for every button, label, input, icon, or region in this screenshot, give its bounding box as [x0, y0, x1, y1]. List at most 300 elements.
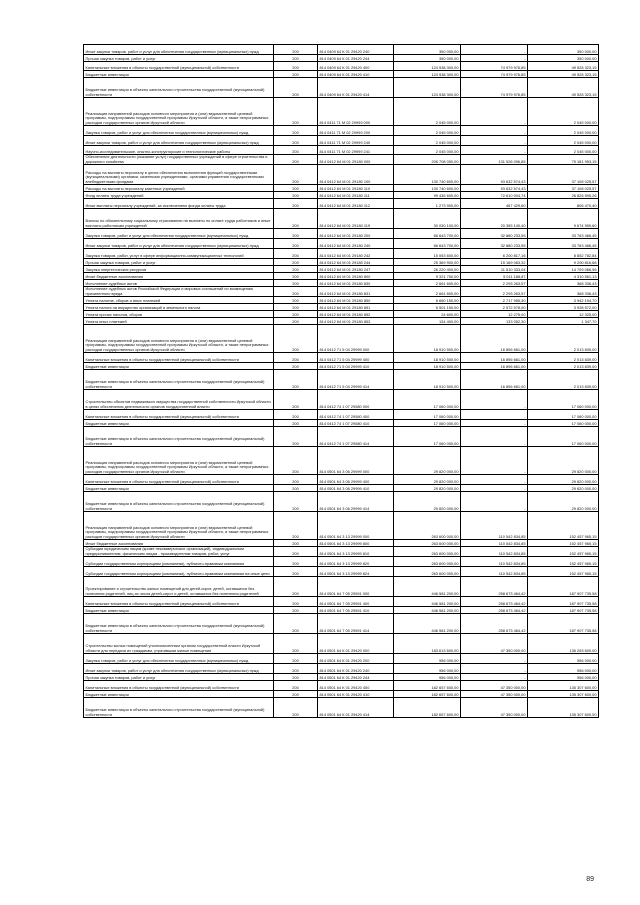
row-remaining-amount: 14 709 066,96	[528, 266, 599, 273]
row-classification-code: 814 0412 64 М 01 29180 831	[318, 287, 394, 297]
table-row	[84, 229, 599, 239]
row-name: Иные выплаты персоналу учреждений, за исключением фонда оплаты труда	[84, 199, 274, 209]
row-executed-amount: 74 979 976,85	[461, 78, 528, 98]
row-executed-amount: 93 632 574,43	[461, 185, 528, 192]
row-name: Закупка энергетических ресурсов	[84, 266, 274, 273]
row-name: Уплата прочих налогов, сборов	[84, 311, 274, 318]
row-remaining-amount: 4 310 561,13	[528, 273, 599, 280]
row-executed-amount: 6 200 817,16	[461, 249, 528, 259]
row-approved-amount: 350 000,00	[394, 45, 461, 55]
row-classification-code: 814 0411 71 М 02 29999 200	[318, 126, 394, 136]
row-executed-amount: -	[461, 492, 528, 512]
row-name: Капитальные вложения в объекты государственной (муниципальной) собственности	[84, 597, 274, 607]
row-approved-amount: 263 600 000,00	[394, 547, 461, 557]
row-executed-amount: 258 673 464,42	[461, 607, 528, 614]
row-name: Уплата иных платежей	[84, 318, 274, 325]
row-name: Субсидии юридическим лицам (кроме некоммерческих организаций), индивидуальным предпринимателям, физическим лицам - производителям товаров, работ, услуг	[84, 547, 274, 557]
row-code: 200	[274, 390, 318, 410]
row-classification-code: 814 0412 64 М 01 29180 200	[318, 229, 394, 239]
row-classification-code: 814 0411 71 М 02 29999 240	[318, 136, 394, 146]
row-remaining-amount: 29 820 000,00	[528, 492, 599, 512]
row-name: Бюджетные инвестиции	[84, 420, 274, 427]
row-code: 200	[274, 192, 318, 199]
row-executed-amount: -	[461, 674, 528, 681]
table-row	[84, 664, 599, 674]
row-classification-code: 814 0412 64 М 01 29180 830	[318, 280, 394, 287]
row-approved-amount: 99 436 600,00	[394, 192, 461, 199]
row-approved-amount: 17 060 000,00	[394, 427, 461, 447]
row-code: 200	[274, 353, 318, 363]
row-classification-code: 814 0412 64 М 01 29180 111	[318, 192, 394, 199]
table-row	[84, 239, 599, 249]
row-code: 200	[274, 325, 318, 353]
table-row	[84, 634, 599, 654]
budget-document	[83, 44, 598, 718]
row-code: 200	[274, 420, 318, 427]
table-row	[84, 654, 599, 664]
row-classification-code: 814 0412 64 М 01 29180 112	[318, 199, 394, 209]
row-code: 200	[274, 577, 318, 597]
row-name: Субсидии государственным корпорациям (компаниям), публично-правовым компаниям	[84, 557, 274, 567]
row-code: 200	[274, 540, 318, 547]
row-approved-amount: 6 660 150,00	[394, 297, 461, 304]
row-approved-amount: 956 000,00	[394, 664, 461, 674]
row-code: 200	[274, 126, 318, 136]
row-approved-amount: 182 657 600,00	[394, 691, 461, 698]
row-approved-amount: 26 220 400,00	[394, 266, 461, 273]
row-approved-amount: 2 045 000,00	[394, 98, 461, 126]
table-row	[84, 353, 599, 363]
row-remaining-amount: 2 045 000,00	[528, 146, 599, 155]
row-code: 200	[274, 547, 318, 557]
row-remaining-amount: 9 674 959,60	[528, 209, 599, 229]
row-name: Бюджетные инвестиции	[84, 691, 274, 698]
row-remaining-amount: 75 181 953,15	[528, 155, 599, 165]
row-classification-code: 814 0412 64 М 01 29180 852	[318, 311, 394, 318]
row-classification-code: 814 0412 64 М 01 29180 800	[318, 273, 394, 280]
table-row	[84, 155, 599, 165]
table-row	[84, 136, 599, 146]
table-row	[84, 126, 599, 136]
row-name: Капитальные вложения в объекты государственной (муниципальной) собственности	[84, 410, 274, 420]
table-row	[84, 273, 599, 280]
row-executed-amount: 110 542 834,85	[461, 557, 528, 567]
row-name: Реализация направлений расходов основного мероприятия и (или) ведомственной целевой программы, подпрограммы государственной программы Иркутской области, а также непрограммных расходов государственных органов Иркутской области	[84, 325, 274, 353]
row-code: 200	[274, 447, 318, 475]
row-code: 200	[274, 280, 318, 287]
row-remaining-amount: 136 263 600,00	[528, 634, 599, 654]
row-executed-amount: 11 510 333,04	[461, 266, 528, 273]
row-remaining-amount: 368 336,43	[528, 280, 599, 287]
row-approved-amount: 130 740 600,00	[394, 165, 461, 185]
budget-table	[83, 44, 599, 718]
row-remaining-amount: 187 907 735,58	[528, 614, 599, 634]
table-row	[84, 420, 599, 427]
row-remaining-amount: 26 826 595,26	[528, 192, 599, 199]
row-remaining-amount: 29 820 000,00	[528, 485, 599, 492]
row-classification-code: 814 0412 74 1 07 29580 000	[318, 390, 394, 410]
row-executed-amount: 74 979 976,85	[461, 62, 528, 71]
row-executed-amount: -	[461, 447, 528, 475]
row-classification-code: 814 0412 64 М 01 29180 100	[318, 165, 394, 185]
row-code: 200	[274, 136, 318, 146]
table-row	[84, 597, 599, 607]
row-executed-amount: 2 293 263,57	[461, 280, 528, 287]
row-code: 200	[274, 485, 318, 492]
table-row	[84, 318, 599, 325]
row-approved-amount: 134 400,00	[394, 318, 461, 325]
table-row	[84, 557, 599, 567]
row-classification-code: 814 0501 64 К 01 29420 000	[318, 634, 394, 654]
row-remaining-amount: 2 013 839,00	[528, 353, 599, 363]
table-row	[84, 607, 599, 614]
row-classification-code: 814 0412 64 М 01 29180 242	[318, 249, 394, 259]
row-classification-code: 814 0411 71 М 02 29999 241	[318, 146, 394, 155]
row-classification-code: 814 0412 64 М 01 29180 850	[318, 297, 394, 304]
row-classification-code: 814 0501 64 3 06 29999 400	[318, 475, 394, 485]
row-remaining-amount: 49 528 323,15	[528, 78, 599, 98]
row-code: 200	[274, 318, 318, 325]
row-approved-amount: 2 661 600,00	[394, 280, 461, 287]
row-code: 200	[274, 249, 318, 259]
table-row	[84, 577, 599, 597]
row-classification-code: 814 0501 64 К 01 29420 200	[318, 654, 394, 664]
row-executed-amount: 32 880 233,55	[461, 229, 528, 239]
row-name: Бюджетные инвестиции в объекты капитального строительства государственной (муниципальной) собственности	[84, 78, 274, 98]
row-executed-amount: 47 350 000,00	[461, 634, 528, 654]
table-row	[84, 62, 599, 71]
row-name: Уплата налогов, сборов и иных платежей	[84, 297, 274, 304]
row-executed-amount: 2 293 263,57	[461, 287, 528, 297]
row-approved-amount: 182 657 600,00	[394, 698, 461, 718]
row-classification-code: 814 0501 64 3 13 29999 800	[318, 540, 394, 547]
table-row	[84, 249, 599, 259]
row-code: 200	[274, 698, 318, 718]
table-row	[84, 146, 599, 155]
row-remaining-amount: 2 045 000,00	[528, 98, 599, 126]
row-code: 200	[274, 45, 318, 55]
row-remaining-amount: 152 457 965,15	[528, 512, 599, 540]
table-row	[84, 567, 599, 577]
row-remaining-amount: 49 528 323,15	[528, 71, 599, 78]
row-remaining-amount: 2 013 839,00	[528, 325, 599, 353]
table-row	[84, 614, 599, 634]
row-executed-amount: 258 673 464,42	[461, 597, 528, 607]
row-classification-code: 814 0412 74 1 07 29580 410	[318, 420, 394, 427]
row-executed-amount: -	[461, 485, 528, 492]
row-remaining-amount: 152 457 965,15	[528, 547, 599, 557]
row-code: 200	[274, 287, 318, 297]
row-code: 200	[274, 304, 318, 311]
table-row	[84, 165, 599, 185]
row-name: Капитальные вложения в объекты государственной (муниципальной) собственности	[84, 475, 274, 485]
row-code: 200	[274, 297, 318, 304]
row-remaining-amount: 37 108 025,57	[528, 165, 599, 185]
row-approved-amount: 15 053 600,00	[394, 249, 461, 259]
table-row	[84, 199, 599, 209]
row-approved-amount: 130 740 600,00	[394, 185, 461, 192]
row-approved-amount: 2 045 000,00	[394, 136, 461, 146]
table-row	[84, 390, 599, 410]
row-classification-code: 814 0409 64 К 01 29420 400	[318, 62, 394, 71]
row-name: Строительство объектов недвижимого имущества государственной собственности Иркутской области в целях обеспечения деятельности органов государственной власти	[84, 390, 274, 410]
table-row	[84, 691, 599, 698]
row-code: 200	[274, 597, 318, 607]
row-executed-amount: 131 526 096,85	[461, 155, 528, 165]
row-approved-amount: 17 060 000,00	[394, 410, 461, 420]
row-approved-amount: 263 600 000,00	[394, 540, 461, 547]
table-row	[84, 45, 599, 55]
row-code: 200	[274, 146, 318, 155]
row-name: Исполнение судебных актов	[84, 280, 274, 287]
row-approved-amount: 18 910 500,00	[394, 353, 461, 363]
row-approved-amount: 25 369 900,00	[394, 259, 461, 266]
row-approved-amount: 6 501 150,00	[394, 304, 461, 311]
page-number: 89	[586, 876, 594, 883]
row-name: Иные бюджетные ассигнования	[84, 540, 274, 547]
table-row	[84, 192, 599, 199]
row-classification-code: 814 0501 64 3 06 29999 414	[318, 492, 394, 512]
row-approved-amount: 66 643 700,00	[394, 239, 461, 249]
row-code: 200	[274, 273, 318, 280]
row-remaining-amount: 2 045 000,00	[528, 126, 599, 136]
row-classification-code: 814 0412 64 М 01 29180 240	[318, 239, 394, 249]
row-remaining-amount: 187 907 735,58	[528, 597, 599, 607]
table-row	[84, 311, 599, 318]
row-name: Реализация направлений расходов основного мероприятия и (или) ведомственной целевой программы, подпрограммы государственной программы Иркутской области, а также непрограммных расходов государственных органов Иркутской области	[84, 98, 274, 126]
row-executed-amount: -	[461, 55, 528, 62]
row-approved-amount: 30 030 100,00	[394, 209, 461, 229]
row-name: Иные бюджетные ассигнования	[84, 273, 274, 280]
row-remaining-amount: 2 013 839,00	[528, 363, 599, 370]
row-approved-amount: 206 708 050,00	[394, 155, 461, 165]
row-classification-code: 814 0501 64 3 13 29999 820	[318, 557, 394, 567]
table-row	[84, 209, 599, 229]
row-remaining-amount: 152 457 965,15	[528, 567, 599, 577]
row-approved-amount: 124 538 300,00	[394, 62, 461, 71]
row-code: 200	[274, 674, 318, 681]
row-classification-code: 814 0409 64 К 01 29420 244	[318, 55, 394, 62]
row-approved-amount: 2 045 000,00	[394, 146, 461, 155]
row-remaining-amount: 29 820 000,00	[528, 475, 599, 485]
row-classification-code: 814 0412 71 5 04 29999 410	[318, 363, 394, 370]
row-executed-amount: 258 673 464,42	[461, 577, 528, 597]
row-classification-code: 814 0412 71 5 04 29999 400	[318, 353, 394, 363]
row-executed-amount: 133 052,30	[461, 318, 528, 325]
table-row	[84, 681, 599, 691]
row-code: 200	[274, 664, 318, 674]
row-name: Уплата налога на имущество организаций и земельного налога	[84, 304, 274, 311]
row-approved-amount: 446 581 200,00	[394, 607, 461, 614]
row-approved-amount: 956 000,00	[394, 674, 461, 681]
row-remaining-amount: 350 000,00	[528, 55, 599, 62]
table-row	[84, 547, 599, 557]
row-name: Реализация направлений расходов основного мероприятия и (или) ведомственной целевой программы, подпрограммы государственной программы Иркутской области, а также непрограммных расходов государственных органов Иркутской области	[84, 512, 274, 540]
row-remaining-amount: 17 060 000,00	[528, 390, 599, 410]
row-executed-amount: 72 610 004,74	[461, 192, 528, 199]
row-classification-code: 814 0501 64 К 01 29420 240	[318, 664, 394, 674]
row-code: 200	[274, 71, 318, 78]
table-row	[84, 325, 599, 353]
row-name: Бюджетные инвестиции в объекты капитального строительства государственной (муниципальной) собственности	[84, 614, 274, 634]
table-row	[84, 492, 599, 512]
row-name: Реализация направлений расходов основного мероприятия и (или) ведомственной целевой программы, подпрограммы государственной программы Иркутской области, а также непрограммных расходов государственных органов Иркутской области	[84, 447, 274, 475]
row-approved-amount: 66 643 700,00	[394, 229, 461, 239]
row-code: 200	[274, 199, 318, 209]
row-remaining-amount: 3 928 572,00	[528, 304, 599, 311]
row-name: Бюджетные инвестиции в объекты капитального строительства государственной (муниципальной) собственности	[84, 698, 274, 718]
row-code: 200	[274, 567, 318, 577]
row-name: Исполнение судебных актов Российской Федерации и мировых соглашений по возмещению причиненного вреда	[84, 287, 274, 297]
row-remaining-amount: 368 336,43	[528, 287, 599, 297]
row-executed-amount: 15 169 083,32	[461, 259, 528, 266]
row-executed-amount: 47 350 000,00	[461, 681, 528, 691]
row-name: Бюджетные инвестиции	[84, 485, 274, 492]
table-body	[84, 45, 599, 718]
row-executed-amount: -	[461, 654, 528, 664]
row-remaining-amount: 12 325,00	[528, 311, 599, 318]
row-code: 200	[274, 512, 318, 540]
row-approved-amount: 18 910 500,00	[394, 363, 461, 370]
row-code: 200	[274, 427, 318, 447]
row-code: 200	[274, 78, 318, 98]
row-code: 200	[274, 614, 318, 634]
table-row	[84, 185, 599, 192]
row-approved-amount: 29 820 000,00	[394, 485, 461, 492]
row-approved-amount: 263 600 000,00	[394, 512, 461, 540]
row-approved-amount: 956 000,00	[394, 654, 461, 664]
row-classification-code: 814 0412 64 М 01 29180 000	[318, 155, 394, 165]
row-name: Субсидии государственным корпорациям (компаниям), публично-правовым компаниям на иные цели	[84, 567, 274, 577]
row-classification-code: 814 0412 64 М 01 29180 119	[318, 209, 394, 229]
table-row	[84, 297, 599, 304]
row-executed-amount: 110 542 834,85	[461, 547, 528, 557]
table-row	[84, 674, 599, 681]
row-executed-amount: 110 542 834,85	[461, 567, 528, 577]
row-remaining-amount: 2 013 839,00	[528, 370, 599, 390]
row-remaining-amount: 956 000,00	[528, 674, 599, 681]
row-name: Бюджетные инвестиции в объекты капитального строительства государственной (муниципальной) собственности	[84, 370, 274, 390]
row-code: 200	[274, 363, 318, 370]
row-remaining-amount: 33 763 466,45	[528, 229, 599, 239]
row-approved-amount: 183 613 600,00	[394, 634, 461, 654]
row-classification-code: 814 0409 64 К 01 29420 240	[318, 45, 394, 55]
table-row	[84, 427, 599, 447]
row-executed-amount: 32 880 233,55	[461, 239, 528, 249]
row-executed-amount: 110 542 834,85	[461, 512, 528, 540]
row-remaining-amount: 17 060 000,00	[528, 420, 599, 427]
row-approved-amount: 124 538 300,00	[394, 71, 461, 78]
row-name: Бюджетные инвестиции	[84, 607, 274, 614]
row-classification-code: 814 0411 71 М 02 29999 000	[318, 98, 394, 126]
row-executed-amount: 12 275,00	[461, 311, 528, 318]
table-row	[84, 98, 599, 126]
row-approved-amount: 263 600 000,00	[394, 557, 461, 567]
row-code: 200	[274, 62, 318, 71]
row-name: Расходы на выплаты персоналу казенных учреждений	[84, 185, 274, 192]
row-code: 200	[274, 165, 318, 185]
row-code: 200	[274, 475, 318, 485]
row-classification-code: 814 0501 64 К 01 29420 244	[318, 674, 394, 681]
row-classification-code: 814 0412 64 М 01 29180 851	[318, 304, 394, 311]
row-classification-code: 814 0501 64 7 05 29591 410	[318, 607, 394, 614]
row-executed-amount: -	[461, 664, 528, 674]
row-approved-amount: 446 581 200,00	[394, 614, 461, 634]
row-executed-amount: 16 896 661,00	[461, 370, 528, 390]
row-classification-code: 814 0412 74 1 07 29580 414	[318, 427, 394, 447]
row-classification-code: 814 0501 64 3 06 29999 410	[318, 485, 394, 492]
row-code: 200	[274, 634, 318, 654]
row-approved-amount: 1 273 900,00	[394, 199, 461, 209]
table-row	[84, 512, 599, 540]
row-name: Иные закупки товаров, работ и услуг для обеспечения государственных (муниципальных) нужд	[84, 136, 274, 146]
row-name: Взносы по обязательному социальному страхованию на выплаты по оплате труда работников и иные выплаты работникам учреждений	[84, 209, 274, 229]
row-remaining-amount: 187 907 735,58	[528, 607, 599, 614]
row-executed-amount: 74 979 976,85	[461, 71, 528, 78]
row-executed-amount: 5 011 188,87	[461, 273, 528, 280]
row-classification-code: 814 0412 71 5 04 29999 000	[318, 325, 394, 353]
table-row	[84, 475, 599, 485]
row-classification-code: 814 0412 64 М 01 29180 853	[318, 318, 394, 325]
row-approved-amount: 29 820 000,00	[394, 492, 461, 512]
row-classification-code: 814 0501 64 7 05 29591 414	[318, 614, 394, 634]
row-name: Закупка товаров, работ и услуг для обеспечения государственных (муниципальных) нужд	[84, 654, 274, 664]
row-remaining-amount: 135 307 600,00	[528, 698, 599, 718]
row-code: 200	[274, 492, 318, 512]
row-executed-amount: 16 896 661,00	[461, 353, 528, 363]
table-row	[84, 78, 599, 98]
row-remaining-amount: 152 457 965,15	[528, 557, 599, 567]
row-executed-amount: -	[461, 390, 528, 410]
row-classification-code: 814 0501 64 3 13 29999 824	[318, 567, 394, 577]
row-executed-amount: 258 673 464,42	[461, 614, 528, 634]
row-name: Проектирование и строительство жилых помещений для детей-сирот, детей, оставшихся без попечения родителей, лиц из числа детей-сирот и детей, оставшихся без попечения родителей	[84, 577, 274, 597]
row-classification-code: 814 0501 64 3 13 29999 000	[318, 512, 394, 540]
row-code: 200	[274, 654, 318, 664]
row-executed-amount: -	[461, 410, 528, 420]
row-executed-amount: 20 355 140,40	[461, 209, 528, 229]
row-name: Прочая закупка товаров, работ и услуг	[84, 55, 274, 62]
row-classification-code: 814 0412 64 М 01 29180 244	[318, 259, 394, 266]
row-remaining-amount: 9 200 816,68	[528, 259, 599, 266]
row-executed-amount: 93 632 574,43	[461, 165, 528, 185]
row-name: Капитальные вложения в объекты государственной (муниципальной) собственности	[84, 353, 274, 363]
row-remaining-amount: 350 000,00	[528, 45, 599, 55]
row-classification-code: 814 0501 64 7 05 29591 000	[318, 577, 394, 597]
row-code: 200	[274, 98, 318, 126]
row-code: 200	[274, 681, 318, 691]
row-approved-amount: 182 657 600,00	[394, 681, 461, 691]
row-code: 200	[274, 557, 318, 567]
row-remaining-amount: 2 045 000,00	[528, 136, 599, 146]
row-classification-code: 814 0409 64 К 01 29420 414	[318, 78, 394, 98]
row-remaining-amount: 49 528 323,15	[528, 62, 599, 71]
row-code: 200	[274, 311, 318, 318]
row-classification-code: 814 0412 74 1 07 29580 400	[318, 410, 394, 420]
row-executed-amount: -	[461, 475, 528, 485]
row-approved-amount: 29 820 000,00	[394, 447, 461, 475]
table-row	[84, 410, 599, 420]
row-name: Иные закупки товаров, работ и услуг для обеспечения государственных (муниципальных) нужд	[84, 45, 274, 55]
row-code: 200	[274, 239, 318, 249]
row-classification-code: 814 0412 64 М 01 29180 110	[318, 185, 394, 192]
table-row	[84, 55, 599, 62]
row-code: 200	[274, 370, 318, 390]
table-row	[84, 71, 599, 78]
row-approved-amount: 124 538 300,00	[394, 78, 461, 98]
row-remaining-amount: 17 060 000,00	[528, 410, 599, 420]
row-approved-amount: 18 910 500,00	[394, 370, 461, 390]
